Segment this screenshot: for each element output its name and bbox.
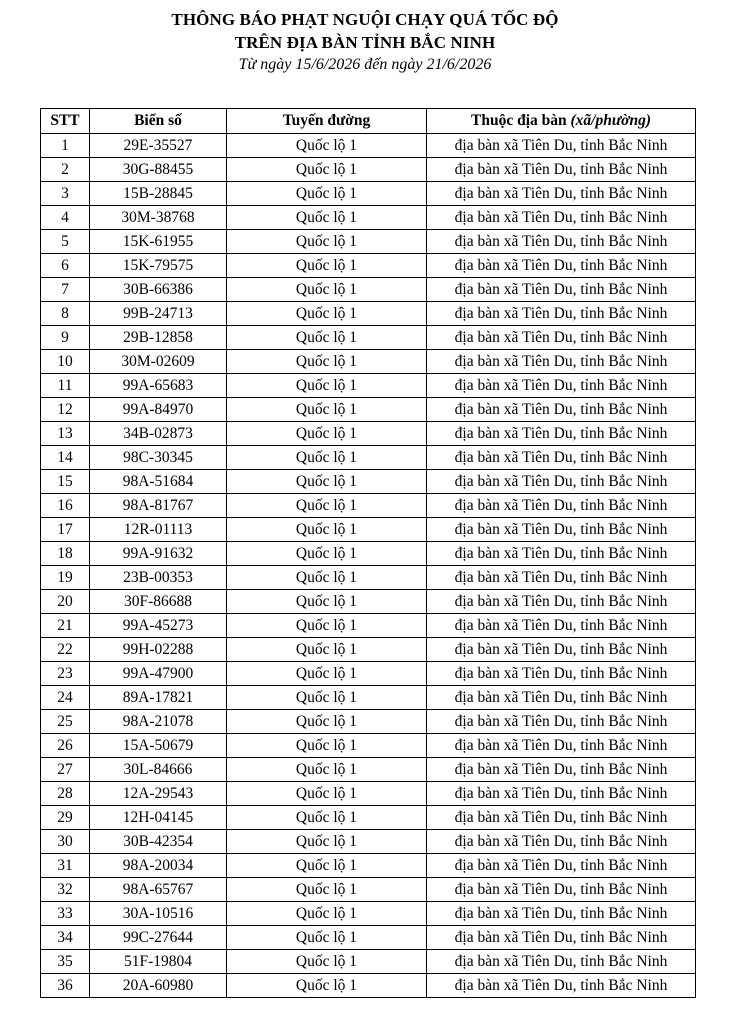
table-row [41,254,696,278]
cell-plate: 12H-04145 [90,806,227,830]
cell-road: Quốc lộ 1 [227,878,427,902]
column-header-stt: STT [41,109,90,134]
table-row [41,590,696,614]
column-header-road: Tuyến đường [227,109,427,134]
cell-plate: 30B-66386 [90,278,227,302]
cell-area: địa bàn xã Tiên Du, tỉnh Bắc Ninh [427,806,696,830]
cell-road: Quốc lộ 1 [227,854,427,878]
cell-plate: 30L-84666 [90,758,227,782]
cell-plate: 98C-30345 [90,446,227,470]
table-row [41,734,696,758]
cell-plate: 51F-19804 [90,950,227,974]
document-header [0,8,730,76]
cell-road: Quốc lộ 1 [227,374,427,398]
cell-area: địa bàn xã Tiên Du, tỉnh Bắc Ninh [427,278,696,302]
cell-road: Quốc lộ 1 [227,782,427,806]
cell-plate: 30B-42354 [90,830,227,854]
cell-stt: 28 [41,782,90,806]
cell-stt: 12 [41,398,90,422]
table-row [41,398,696,422]
cell-road: Quốc lộ 1 [227,494,427,518]
cell-stt: 11 [41,374,90,398]
table-row [41,782,696,806]
cell-plate: 99A-45273 [90,614,227,638]
table-row [41,806,696,830]
cell-area: địa bàn xã Tiên Du, tỉnh Bắc Ninh [427,350,696,374]
cell-road: Quốc lộ 1 [227,638,427,662]
cell-plate: 30G-88455 [90,158,227,182]
cell-area: địa bàn xã Tiên Du, tỉnh Bắc Ninh [427,422,696,446]
cell-stt: 29 [41,806,90,830]
cell-plate: 98A-51684 [90,470,227,494]
cell-road: Quốc lộ 1 [227,686,427,710]
cell-plate: 99A-65683 [90,374,227,398]
cell-stt: 25 [41,710,90,734]
cell-road: Quốc lộ 1 [227,974,427,998]
cell-road: Quốc lộ 1 [227,926,427,950]
cell-area: địa bàn xã Tiên Du, tỉnh Bắc Ninh [427,206,696,230]
cell-road: Quốc lộ 1 [227,734,427,758]
cell-stt: 4 [41,206,90,230]
table-row [41,422,696,446]
table-row [41,758,696,782]
cell-plate: 99A-84970 [90,398,227,422]
table-row [41,374,696,398]
cell-area: địa bàn xã Tiên Du, tỉnh Bắc Ninh [427,446,696,470]
cell-plate: 12A-29543 [90,782,227,806]
cell-area: địa bàn xã Tiên Du, tỉnh Bắc Ninh [427,734,696,758]
cell-road: Quốc lộ 1 [227,398,427,422]
cell-stt: 14 [41,446,90,470]
cell-road: Quốc lộ 1 [227,446,427,470]
cell-stt: 3 [41,182,90,206]
cell-plate: 30M-02609 [90,350,227,374]
table-row [41,950,696,974]
cell-plate: 30F-86688 [90,590,227,614]
cell-road: Quốc lộ 1 [227,182,427,206]
cell-stt: 17 [41,518,90,542]
table-row [41,926,696,950]
column-header-plate: Biển số [90,109,227,134]
cell-stt: 7 [41,278,90,302]
cell-area: địa bàn xã Tiên Du, tỉnh Bắc Ninh [427,230,696,254]
cell-road: Quốc lộ 1 [227,278,427,302]
cell-road: Quốc lộ 1 [227,134,427,158]
cell-stt: 31 [41,854,90,878]
cell-plate: 15K-61955 [90,230,227,254]
date-range: Từ ngày 15/6/2026 đến ngày 21/6/2026 [238,56,492,73]
cell-road: Quốc lộ 1 [227,206,427,230]
table-row [41,182,696,206]
table-row [41,710,696,734]
cell-area: địa bàn xã Tiên Du, tỉnh Bắc Ninh [427,686,696,710]
cell-area: địa bàn xã Tiên Du, tỉnh Bắc Ninh [427,518,696,542]
cell-area: địa bàn xã Tiên Du, tỉnh Bắc Ninh [427,950,696,974]
column-header-area [427,109,696,134]
table-row [41,974,696,998]
cell-plate: 30M-38768 [90,206,227,230]
table-row [41,206,696,230]
cell-road: Quốc lộ 1 [227,158,427,182]
table-row [41,542,696,566]
table-row [41,686,696,710]
cell-plate: 29B-12858 [90,326,227,350]
cell-road: Quốc lộ 1 [227,350,427,374]
table-row [41,278,696,302]
table-row [41,638,696,662]
table-row [41,614,696,638]
cell-area: địa bàn xã Tiên Du, tỉnh Bắc Ninh [427,782,696,806]
cell-area: địa bàn xã Tiên Du, tỉnh Bắc Ninh [427,974,696,998]
cell-stt: 1 [41,134,90,158]
cell-stt: 20 [41,590,90,614]
table-row [41,158,696,182]
cell-area: địa bàn xã Tiên Du, tỉnh Bắc Ninh [427,926,696,950]
table-row [41,302,696,326]
cell-road: Quốc lộ 1 [227,254,427,278]
cell-stt: 32 [41,878,90,902]
cell-road: Quốc lộ 1 [227,590,427,614]
cell-plate: 15A-50679 [90,734,227,758]
cell-area: địa bàn xã Tiên Du, tỉnh Bắc Ninh [427,566,696,590]
table-row [41,494,696,518]
cell-plate: 29E-35527 [90,134,227,158]
cell-stt: 30 [41,830,90,854]
table-body [41,134,696,998]
table-row [41,518,696,542]
cell-plate: 99C-27644 [90,926,227,950]
table-header-row [41,109,696,134]
document-title-line-2: TRÊN ĐỊA BÀN TỈNH BẮC NINH [234,33,496,52]
cell-plate: 30A-10516 [90,902,227,926]
column-header-area-prefix: Thuộc địa bàn [471,112,571,129]
cell-plate: 15B-28845 [90,182,227,206]
cell-area: địa bàn xã Tiên Du, tỉnh Bắc Ninh [427,878,696,902]
cell-plate: 99H-02288 [90,638,227,662]
cell-area: địa bàn xã Tiên Du, tỉnh Bắc Ninh [427,326,696,350]
cell-road: Quốc lộ 1 [227,470,427,494]
table-row [41,326,696,350]
cell-area: địa bàn xã Tiên Du, tỉnh Bắc Ninh [427,494,696,518]
cell-area: địa bàn xã Tiên Du, tỉnh Bắc Ninh [427,398,696,422]
cell-area: địa bàn xã Tiên Du, tỉnh Bắc Ninh [427,302,696,326]
document-title-line-1: THÔNG BÁO PHẠT NGUỘI CHẠY QUÁ TỐC ĐỘ [171,10,559,29]
cell-stt: 13 [41,422,90,446]
table-row [41,878,696,902]
cell-road: Quốc lộ 1 [227,950,427,974]
cell-plate: 12R-01113 [90,518,227,542]
cell-area: địa bàn xã Tiên Du, tỉnh Bắc Ninh [427,470,696,494]
cell-stt: 34 [41,926,90,950]
cell-area: địa bàn xã Tiên Du, tỉnh Bắc Ninh [427,182,696,206]
cell-plate: 99A-91632 [90,542,227,566]
cell-stt: 2 [41,158,90,182]
cell-area: địa bàn xã Tiên Du, tỉnh Bắc Ninh [427,710,696,734]
cell-road: Quốc lộ 1 [227,662,427,686]
cell-stt: 8 [41,302,90,326]
cell-area: địa bàn xã Tiên Du, tỉnh Bắc Ninh [427,254,696,278]
cell-plate: 98A-65767 [90,878,227,902]
cell-stt: 23 [41,662,90,686]
cell-area: địa bàn xã Tiên Du, tỉnh Bắc Ninh [427,590,696,614]
cell-stt: 33 [41,902,90,926]
table-row [41,134,696,158]
cell-stt: 21 [41,614,90,638]
cell-area: địa bàn xã Tiên Du, tỉnh Bắc Ninh [427,542,696,566]
cell-stt: 9 [41,326,90,350]
cell-stt: 24 [41,686,90,710]
cell-plate: 23B-00353 [90,566,227,590]
cell-road: Quốc lộ 1 [227,326,427,350]
cell-stt: 10 [41,350,90,374]
cell-road: Quốc lộ 1 [227,230,427,254]
cell-road: Quốc lộ 1 [227,302,427,326]
cell-area: địa bàn xã Tiên Du, tỉnh Bắc Ninh [427,158,696,182]
cell-area: địa bàn xã Tiên Du, tỉnh Bắc Ninh [427,830,696,854]
table-row [41,446,696,470]
cell-road: Quốc lộ 1 [227,566,427,590]
cell-plate: 98A-81767 [90,494,227,518]
cell-plate: 99A-47900 [90,662,227,686]
violations-table [40,108,696,998]
cell-road: Quốc lộ 1 [227,830,427,854]
cell-stt: 26 [41,734,90,758]
cell-road: Quốc lộ 1 [227,518,427,542]
cell-stt: 35 [41,950,90,974]
cell-road: Quốc lộ 1 [227,542,427,566]
cell-plate: 98A-20034 [90,854,227,878]
cell-area: địa bàn xã Tiên Du, tỉnh Bắc Ninh [427,758,696,782]
cell-area: địa bàn xã Tiên Du, tỉnh Bắc Ninh [427,134,696,158]
cell-area: địa bàn xã Tiên Du, tỉnh Bắc Ninh [427,614,696,638]
cell-plate: 89A-17821 [90,686,227,710]
cell-area: địa bàn xã Tiên Du, tỉnh Bắc Ninh [427,638,696,662]
cell-stt: 36 [41,974,90,998]
cell-plate: 15K-79575 [90,254,227,278]
cell-area: địa bàn xã Tiên Du, tỉnh Bắc Ninh [427,902,696,926]
cell-stt: 18 [41,542,90,566]
cell-stt: 15 [41,470,90,494]
table-row [41,662,696,686]
cell-stt: 16 [41,494,90,518]
table-row [41,830,696,854]
cell-area: địa bàn xã Tiên Du, tỉnh Bắc Ninh [427,662,696,686]
column-header-area-suffix: (xã/phường) [570,112,651,129]
cell-road: Quốc lộ 1 [227,614,427,638]
cell-stt: 5 [41,230,90,254]
cell-area: địa bàn xã Tiên Du, tỉnh Bắc Ninh [427,854,696,878]
table-row [41,230,696,254]
cell-stt: 27 [41,758,90,782]
table-row [41,902,696,926]
cell-plate: 98A-21078 [90,710,227,734]
table-row [41,470,696,494]
cell-area: địa bàn xã Tiên Du, tỉnh Bắc Ninh [427,374,696,398]
cell-plate: 99B-24713 [90,302,227,326]
cell-stt: 19 [41,566,90,590]
cell-road: Quốc lộ 1 [227,758,427,782]
cell-plate: 34B-02873 [90,422,227,446]
table-row [41,350,696,374]
cell-road: Quốc lộ 1 [227,902,427,926]
table-row [41,854,696,878]
cell-plate: 20A-60980 [90,974,227,998]
table-row [41,566,696,590]
cell-road: Quốc lộ 1 [227,422,427,446]
cell-stt: 22 [41,638,90,662]
cell-road: Quốc lộ 1 [227,806,427,830]
cell-road: Quốc lộ 1 [227,710,427,734]
cell-stt: 6 [41,254,90,278]
